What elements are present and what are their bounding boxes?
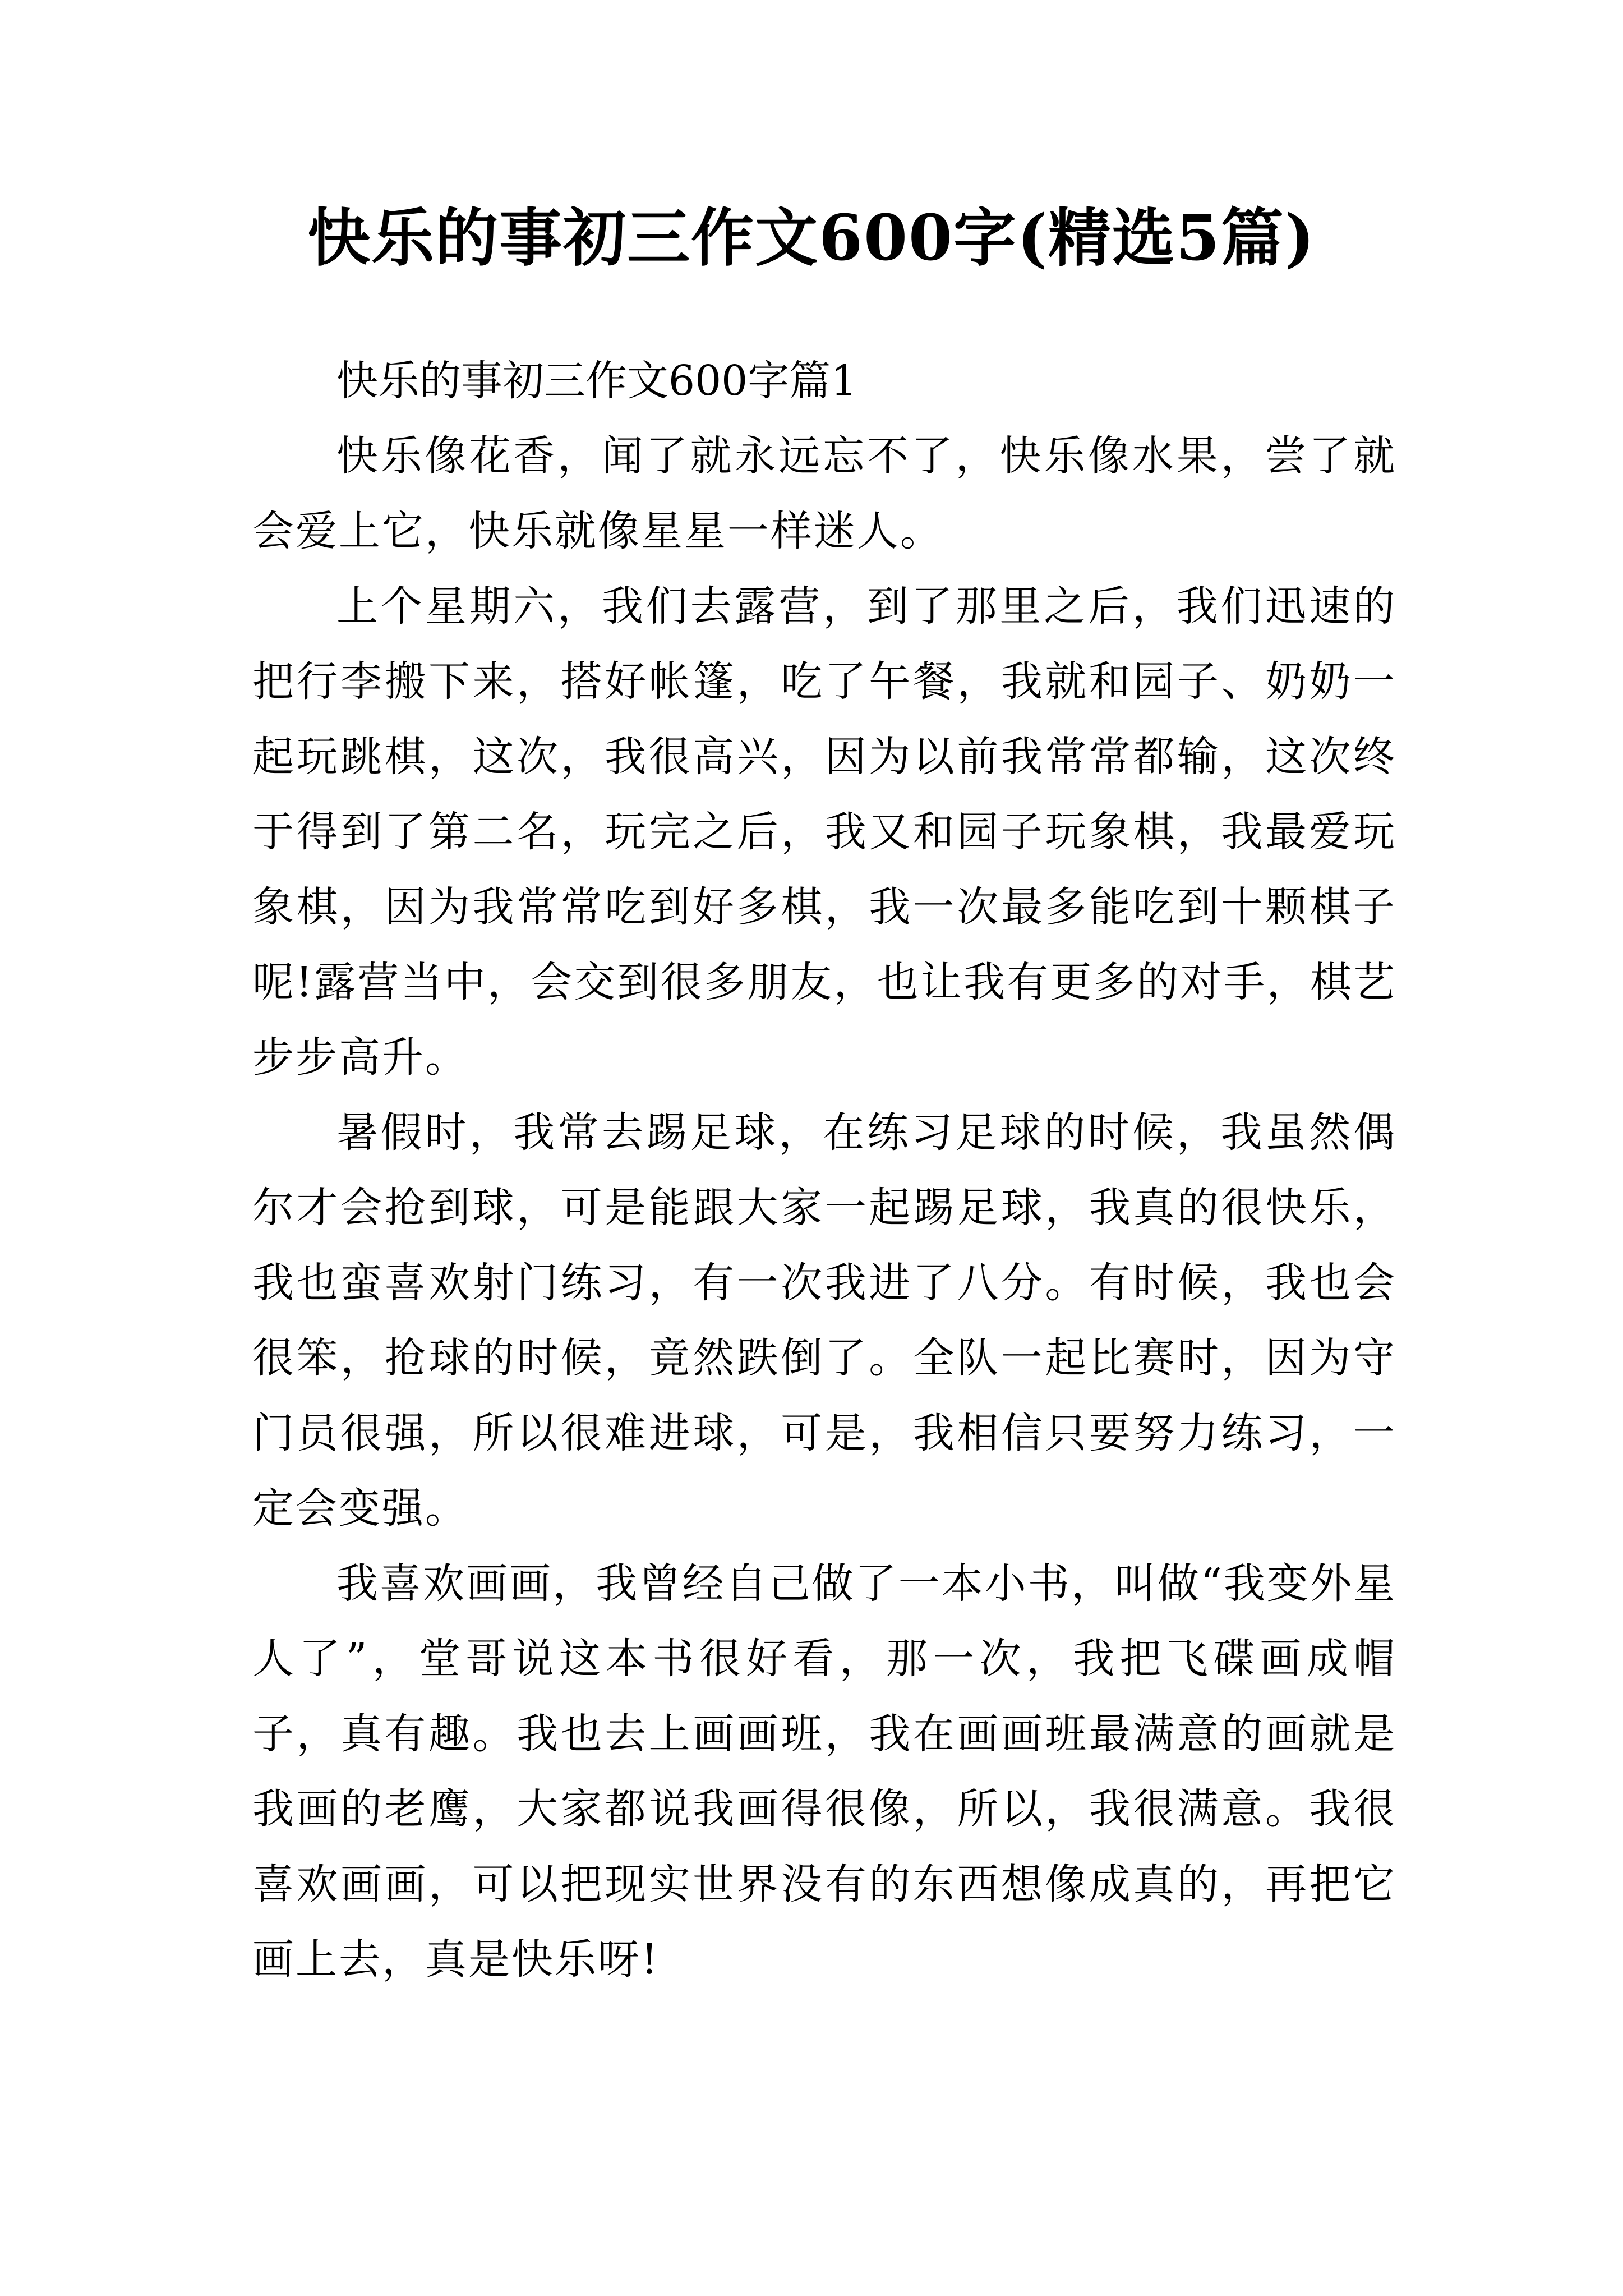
document-title: 快乐的事初三作文600字(精选5篇) <box>307 201 1316 275</box>
paragraph-4: 我喜欢画画，我曾经自己做了一本小书，叫做“我变外星人了”，堂哥说这本书很好看，那一次，我把飞碟画成帽子，真有趣。我也去上画画班，我在画画班最满意的画就是我画的老鹰，大家都说我画得很像，所以，我很满意。我很喜欢画画，可以把现实世界没有的东西想像成真的，再把它画上去，真是快乐呀! <box>252 1559 1396 1984</box>
paragraph-2: 上个星期六，我们去露营，到了那里之后，我们迅速的把行李搬下来，搭好帐篷，吃了午餐，我就和园子、奶奶一起玩跳棋，这次，我很高兴，因为以前我常常都输，这次终于得到了第二名，玩完之后，我又和园子玩象棋，我最爱玩象棋，因为我常常吃到好多棋，我一次最多能吃到十颗棋子呢!露营当中，会交到很多朋友，也让我有更多的对手，棋艺步步高升。 <box>252 582 1396 1082</box>
section-heading: 快乐的事初三作文600字篇1 <box>336 357 857 405</box>
paragraph-3: 暑假时，我常去踢足球，在练习足球的时候，我虽然偶尔才会抢到球，可是能跟大家一起踢足球，我真的很快乐，我也蛮喜欢射门练习，有一次我进了八分。有时候，我也会很笨，抢球的时候，竟然跌倒了。全队一起比赛时，因为守门员很强，所以很难进球，可是，我相信只要努力练习，一定会变强。 <box>252 1108 1396 1533</box>
paragraph-1: 快乐像花香，闻了就永远忘不了，快乐像水果，尝了就会爱上它，快乐就像星星一样迷人。 <box>252 432 1396 555</box>
document-body <box>252 343 1396 1997</box>
